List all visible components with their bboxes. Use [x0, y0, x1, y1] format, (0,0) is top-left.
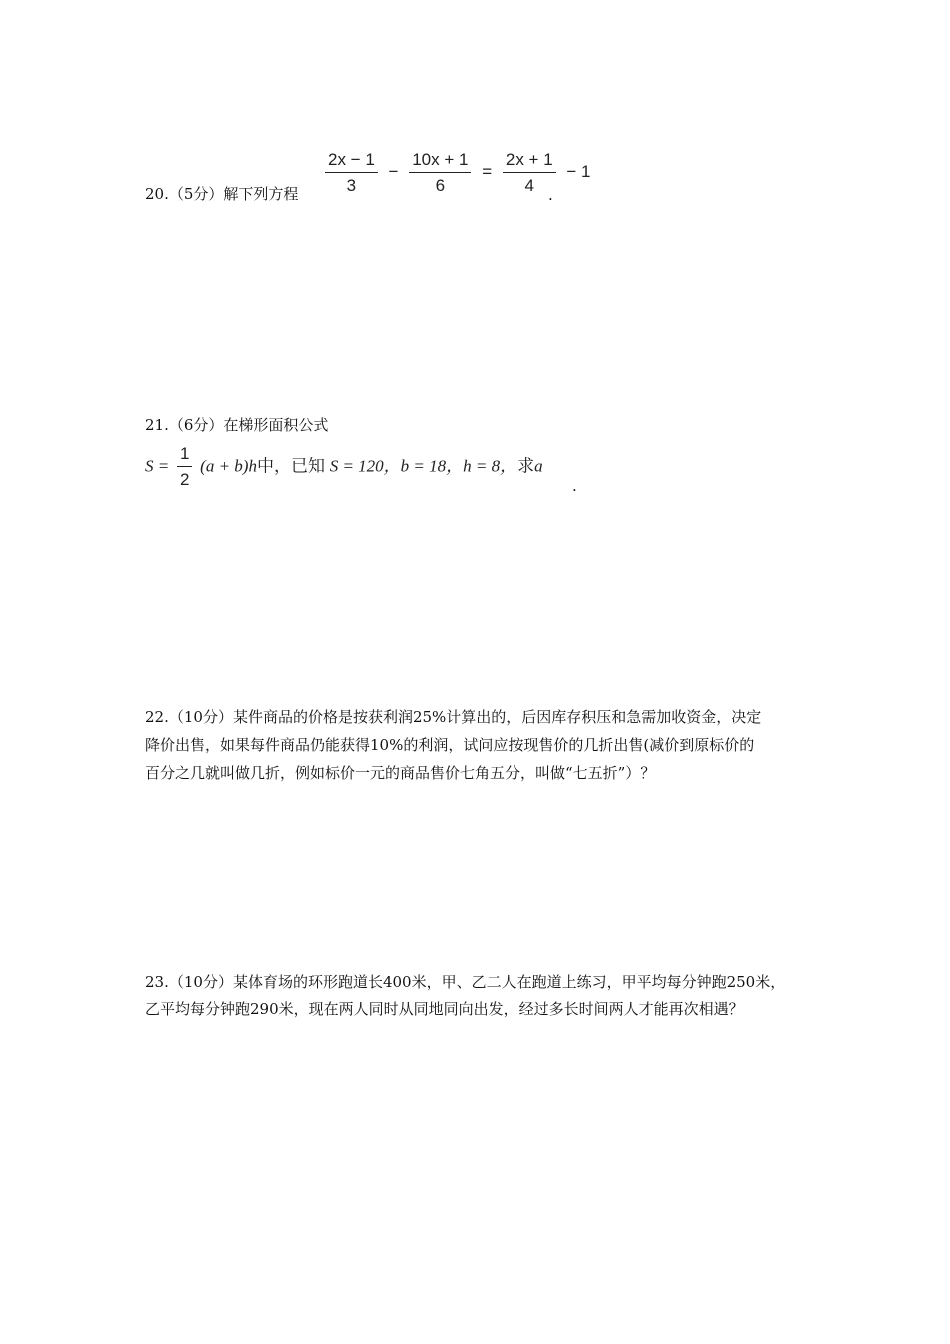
formula-text-1: 中，已知	[256, 456, 325, 476]
equation-tail: − 1	[566, 162, 591, 182]
question-22-line-1: 22.（10分）某件商品的价格是按获利润25%计算出的，后因库存积压和急需加收资金，决定	[145, 708, 762, 726]
formula-body: (a + b)h	[200, 456, 257, 476]
equals-sign: =	[482, 162, 493, 182]
fraction-3-denominator: 4	[524, 176, 534, 195]
formula-given: S = 120，b = 18，h = 8，	[329, 456, 518, 476]
question-22-line-3: 百分之几就叫做几折，例如标价一元的商品售价七角五分，叫做“七五折”）？	[145, 764, 656, 782]
question-22-line-2: 降价出售，如果每件商品仍能获得10%的利润，试问应按现售价的几折出售(减价到原标价的	[145, 736, 755, 754]
question-21-prefix: 21.（6分）在梯形面积公式	[145, 416, 329, 434]
question-20-period: .	[548, 186, 553, 204]
formula-text-2: 求	[517, 456, 535, 476]
fraction-2-numerator: 10x + 1	[409, 150, 471, 173]
fraction-1-denominator: 3	[346, 176, 357, 195]
fraction-1	[325, 150, 378, 196]
fraction-half-denominator: 2	[179, 470, 190, 489]
formula-21	[145, 444, 543, 490]
fraction-half	[177, 444, 192, 490]
formula-s-eq: S =	[145, 456, 170, 476]
question-23-line-2: 乙平均每分钟跑290米，现在两人同时从同地同向出发，经过多长时间两人才能再次相遇？	[145, 1000, 744, 1018]
question-21-period: .	[572, 477, 577, 495]
fraction-1-numerator: 2x − 1	[325, 150, 378, 173]
fraction-2	[409, 150, 471, 196]
minus-sign: −	[388, 162, 399, 182]
fraction-3-numerator: 2x + 1	[503, 150, 556, 173]
fraction-half-numerator: 1	[177, 444, 192, 467]
question-23-line-1: 23.（10分）某体育场的环形跑道长400米，甲、乙二人在跑道上练习，甲平均每分钟跑250米，	[145, 973, 786, 991]
question-20-prefix: 20.（5分）解下列方程	[145, 185, 299, 203]
formula-target: a	[534, 456, 543, 476]
fraction-2-denominator: 6	[435, 176, 446, 195]
